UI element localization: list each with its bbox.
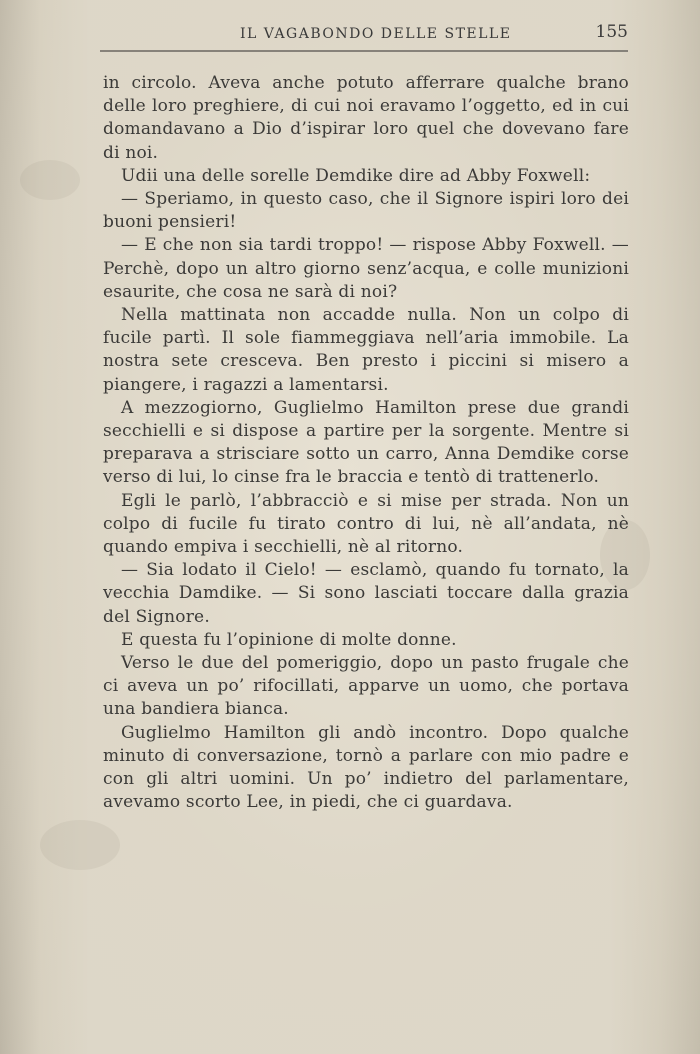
paragraph: Verso le due del pomeriggio, dopo un pasto frugale che ci aveva un po’ rifocillati, apparve un uomo, che portava una bandiera bianca. (103, 653, 629, 720)
paragraph: — Sia lodato il Cielo! — esclamò, quando fu tornato, la vecchia Damdike. — Si sono lasciati toccare dalla grazia del Signore. (103, 560, 629, 627)
paragraph: — E che non sia tardi troppo! — rispose Abby Foxwell. — Perchè, dopo un altro giorno senz’acqua, e colle munizioni esaurite, che cosa ne sarà di noi? (103, 235, 629, 302)
paragraph: — Speriamo, in questo caso, che il Signore ispiri loro dei buoni pensieri! (103, 189, 629, 233)
page-number: 155 (595, 22, 628, 42)
paper-stain (20, 160, 80, 200)
paragraph: E questa fu l’opinione di molte donne. (121, 629, 457, 650)
body-text (103, 72, 629, 815)
paper-stain (40, 820, 120, 870)
header-rule (100, 50, 628, 52)
page-header (100, 20, 628, 50)
running-title: IL VAGABONDO DELLE STELLE (240, 26, 512, 42)
paragraph: Nella mattinata non accadde nulla. Non un colpo di fucile partì. Il sole fiammeggiava nell’aria immobile. La nostra sete cresceva. Ben presto i piccini si misero a piangere, i ragazzi a lamentarsi. (103, 305, 629, 395)
paragraph: in circolo. Aveva anche potuto afferrare qualche brano delle loro preghiere, di cui noi eravamo l’oggetto, ed in cui domandavano a Dio d’ispirar loro quel che dovevano fare di noi. (103, 73, 629, 163)
paragraph: Egli le parlò, l’abbracciò e si mise per strada. Non un colpo di fucile fu tirato contro di lui, nè all’andata, nè quando empiva i secchielli, nè al ritorno. (103, 490, 629, 558)
paragraph: A mezzogiorno, Guglielmo Hamilton prese due grandi secchielli e si dispose a partire per la sorgente. Mentre si preparava a strisciare sotto un carro, Anna Demdike corse verso di lui, lo cinse fra le braccia e tentò di trattenerlo. (103, 397, 629, 488)
paragraph: Udii una delle sorelle Demdike dire ad Abby Foxwell: (121, 165, 591, 186)
paragraph: Guglielmo Hamilton gli andò incontro. Dopo qualche minuto di conversazione, tornò a parlare con mio padre e con gli altri uomini. Un po’ indietro del parlamentare, avevamo scorto Lee, in piedi, che ci guardava. (103, 722, 629, 813)
